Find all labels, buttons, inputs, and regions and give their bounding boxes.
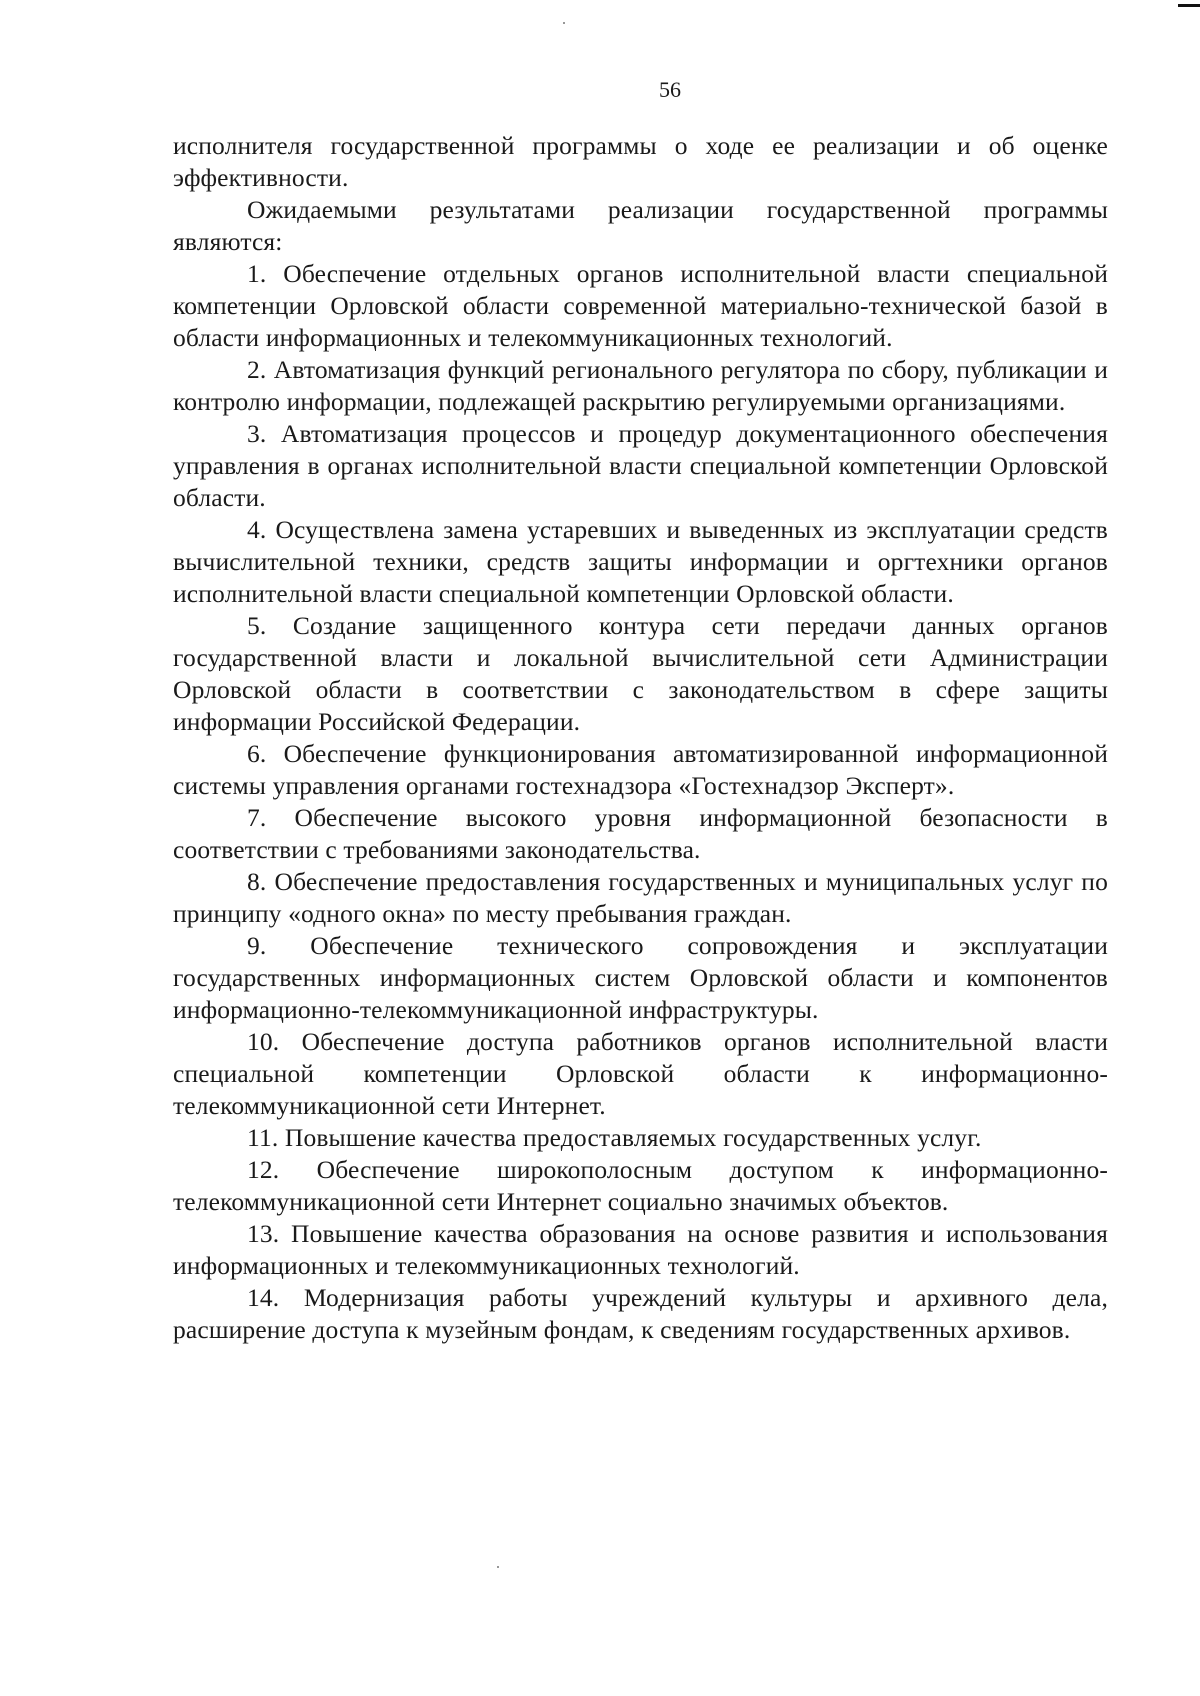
result-item-7: 7. Обеспечение высокого уровня информационной безопасности в соответствии с требованиями законодательства. xyxy=(173,803,1108,864)
result-item-6: 6. Обеспечение функционирования автоматизированной информационной системы управления органами гостехнадзора «Гостехнадзор Эксперт». xyxy=(173,739,1108,800)
scan-speck xyxy=(563,22,565,24)
result-item-11: 11. Повышение качества предоставляемых государственных услуг. xyxy=(247,1123,982,1152)
scan-edge-mark xyxy=(1178,4,1200,7)
document-body xyxy=(173,130,1108,1346)
result-item-1: 1. Обеспечение отдельных органов исполнительной власти специальной компетенции Орловской области современной материально-технической базой в области информационных и телекоммуникационных технологий. xyxy=(173,259,1108,352)
result-item-12: 12. Обеспечение широкополосным доступом к информационно-телекоммуникационной сети Интернет социально значимых объектов. xyxy=(173,1155,1108,1216)
result-item-3: 3. Автоматизация процессов и процедур документационного обеспечения управления в органах исполнительной власти специальной компетенции Орловской области. xyxy=(173,419,1108,512)
result-item-5: 5. Создание защищенного контура сети передачи данных органов государственной власти и локальной вычислительной сети Администрации Орловской области в соответствии с законодательством в сфере защиты информации Российской Федерации. xyxy=(173,611,1108,736)
result-item-10: 10. Обеспечение доступа работников органов исполнительной власти специальной компетенции Орловской области к информационно-телекоммуникационной сети Интернет. xyxy=(173,1027,1108,1120)
result-item-13: 13. Повышение качества образования на основе развития и использования информационных и телекоммуникационных технологий. xyxy=(173,1219,1108,1280)
result-item-2: 2. Автоматизация функций регионального регулятора по сбору, публикации и контролю информации, подлежащей раскрытию регулируемыми организациями. xyxy=(173,355,1108,416)
result-item-8: 8. Обеспечение предоставления государственных и муниципальных услуг по принципу «одного окна» по месту пребывания граждан. xyxy=(173,867,1108,928)
page-number: 56 xyxy=(659,77,681,102)
intro-continuation: исполнителя государственной программы о ходе ее реализации и об оценке эффективности. xyxy=(173,131,1108,192)
scan-speck xyxy=(497,1566,499,1568)
result-item-4: 4. Осуществлена замена устаревших и выведенных из эксплуатации средств вычислительной техники, средств защиты информации и оргтехники органов исполнительной власти специальной компетенции Орловской области. xyxy=(173,515,1108,608)
result-item-9: 9. Обеспечение технического сопровождения и эксплуатации государственных информационных систем Орловской области и компонентов информационно-телекоммуникационной инфраструктуры. xyxy=(173,931,1108,1024)
result-item-14: 14. Модернизация работы учреждений культуры и архивного дела, расширение доступа к музейным фондам, к сведениям государственных архивов. xyxy=(173,1283,1108,1344)
results-heading: Ожидаемыми результатами реализации государственной программы являются: xyxy=(173,195,1108,256)
